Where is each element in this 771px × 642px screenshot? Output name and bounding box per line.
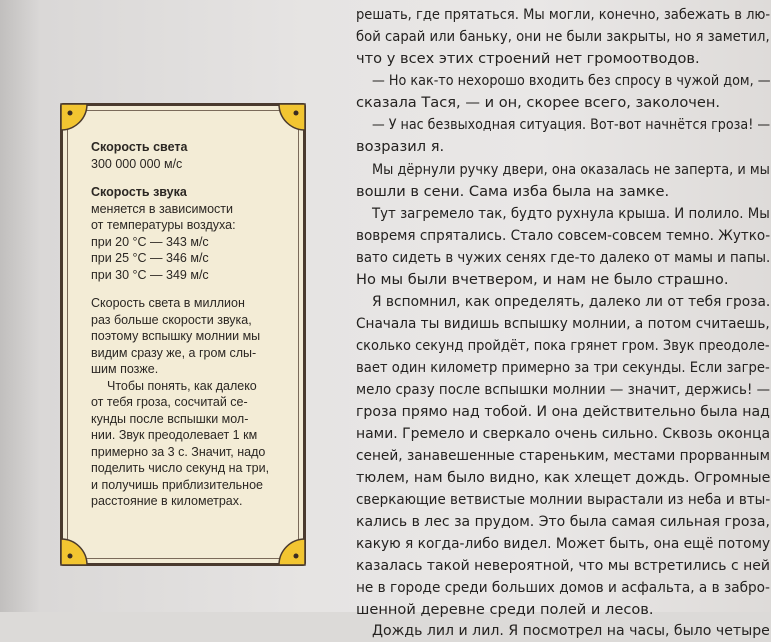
corner-ornament-bottom-right [275, 535, 305, 565]
story-line: гроза прямо над тобой. И она действительно была над [356, 403, 770, 420]
story-line: вает один километр примерно за три секунды. Если загре- [356, 359, 770, 376]
instruction-line: нии. Звук преодолевает 1 км [91, 428, 258, 442]
story-line: Сначала ты видишь вспышку молнии, а потом считаешь, [356, 315, 770, 332]
story-line: тюлем, нам было видно, как хлещет дождь. Огромные [356, 469, 771, 486]
explanation-line: Скорость света в миллион [91, 296, 245, 310]
sound-speed-line: при 25 °С — 346 м/с [91, 251, 209, 265]
story-line: бой сарай или баньку, они не были закрыты, но я заметил, [356, 28, 770, 45]
explanation-paragraph [91, 295, 296, 378]
explanation-line: поэтому вспышку молнии мы [91, 329, 261, 343]
instruction-line: и получишь приблизительное [91, 477, 263, 492]
story-line: какую я когда-либо видел. Может быть, она ещё потому [356, 535, 771, 552]
story-line: сколько секунд пройдёт, пока грянет гром. Звук преодоле- [356, 337, 770, 354]
story-line: — У нас безвыходная ситуация. Вот-вот начнётся гроза! — [372, 116, 771, 133]
story-line: вовремя спрятались. Стало совсем-совсем темно. Жутко- [356, 227, 771, 244]
sound-speed-title: Скорость звука [91, 185, 187, 199]
story-line: — Но как-то нехорошо входить без спросу в чужой дом, — [372, 72, 771, 89]
sound-speed-line: при 30 °С — 349 м/с [91, 267, 209, 282]
instruction-line: Чтобы понять, как далеко [107, 378, 257, 393]
corner-ornament-top-left [61, 104, 91, 134]
instruction-paragraph [91, 378, 296, 510]
story-line: решать, где прятаться. Мы могли, конечно, забежать в лю- [356, 6, 771, 23]
story-line: Но мы были вчетвером, и нам не было страшно. [356, 271, 729, 288]
sound-speed-line: при 20 °С — 343 м/с [91, 234, 209, 249]
story-line: не в городе среди больших домов и асфальта, а в забро- [356, 579, 770, 596]
corner-ornament-bottom-left [61, 535, 91, 565]
story-line: что у всех этих строений нет громоотводов. [356, 50, 700, 67]
gutter-shadow [0, 0, 40, 612]
sound-speed-line: от температуры воздуха: [91, 218, 236, 232]
sound-speed-lines [91, 201, 296, 284]
explanation-line: видим сразу же, а гром слы- [91, 345, 257, 360]
instruction-line: поделить число секунд на три, [91, 461, 270, 475]
story-line: нами. Гремело и сверкало очень сильно. Сквозь оконца [356, 425, 770, 442]
instruction-line: примерно за 3 с. Значит, надо [91, 444, 266, 459]
info-box-content [91, 139, 296, 510]
story-line: Мы дёрнули ручку двери, она оказалась не заперта, и мы [372, 161, 770, 178]
story-line: сеней, занавешенные стареньким, местами прорванным [356, 447, 770, 464]
story-line: возразил я. [356, 138, 445, 155]
story-line: вато сидеть в чужих сенях где-то далеко от мамы и папы. [356, 249, 771, 266]
corner-ornament-top-right [275, 104, 305, 134]
light-speed-title: Скорость света [91, 140, 188, 154]
story-line: Тут загремело так, будто рухнула крыша. И полило. Мы [372, 205, 770, 222]
story-line: шенной деревне среди полей и лесов. [356, 601, 654, 618]
story-line: Дождь лил и лил. Я посмотрел на часы, было четыре [372, 622, 770, 639]
story-line: мело сразу после вспышки молнии — значит, держись! — [356, 381, 771, 398]
instruction-line: от тебя гроза, сосчитай се- [91, 395, 248, 409]
light-speed-value: 300 000 000 м/с [91, 156, 183, 171]
story-line: казалась такой невероятной, что мы встретились с ней [356, 557, 770, 574]
story-line: сверкающие ветвистые молнии вырастали из неба и вты- [356, 491, 771, 508]
story-line: Я вспомнил, как определять, далеко ли от тебя гроза. [372, 293, 771, 310]
story-line: вошли в сени. Сама изба была на замке. [356, 183, 670, 200]
story-text-column [356, 0, 771, 639]
story-line: сказала Тася, — и он, скорее всего, заколочен. [356, 94, 721, 111]
explanation-line: шим позже. [91, 362, 159, 376]
story-line: кались в лес за прудом. Это была самая сильная гроза, [356, 513, 770, 530]
instruction-line: кунды после вспышки мол- [91, 411, 249, 426]
sound-speed-line: меняется в зависимости [91, 201, 233, 216]
info-box [60, 103, 306, 566]
instruction-line: расстояние в километрах. [91, 494, 243, 508]
explanation-line: раз больше скорости звука, [91, 312, 252, 327]
